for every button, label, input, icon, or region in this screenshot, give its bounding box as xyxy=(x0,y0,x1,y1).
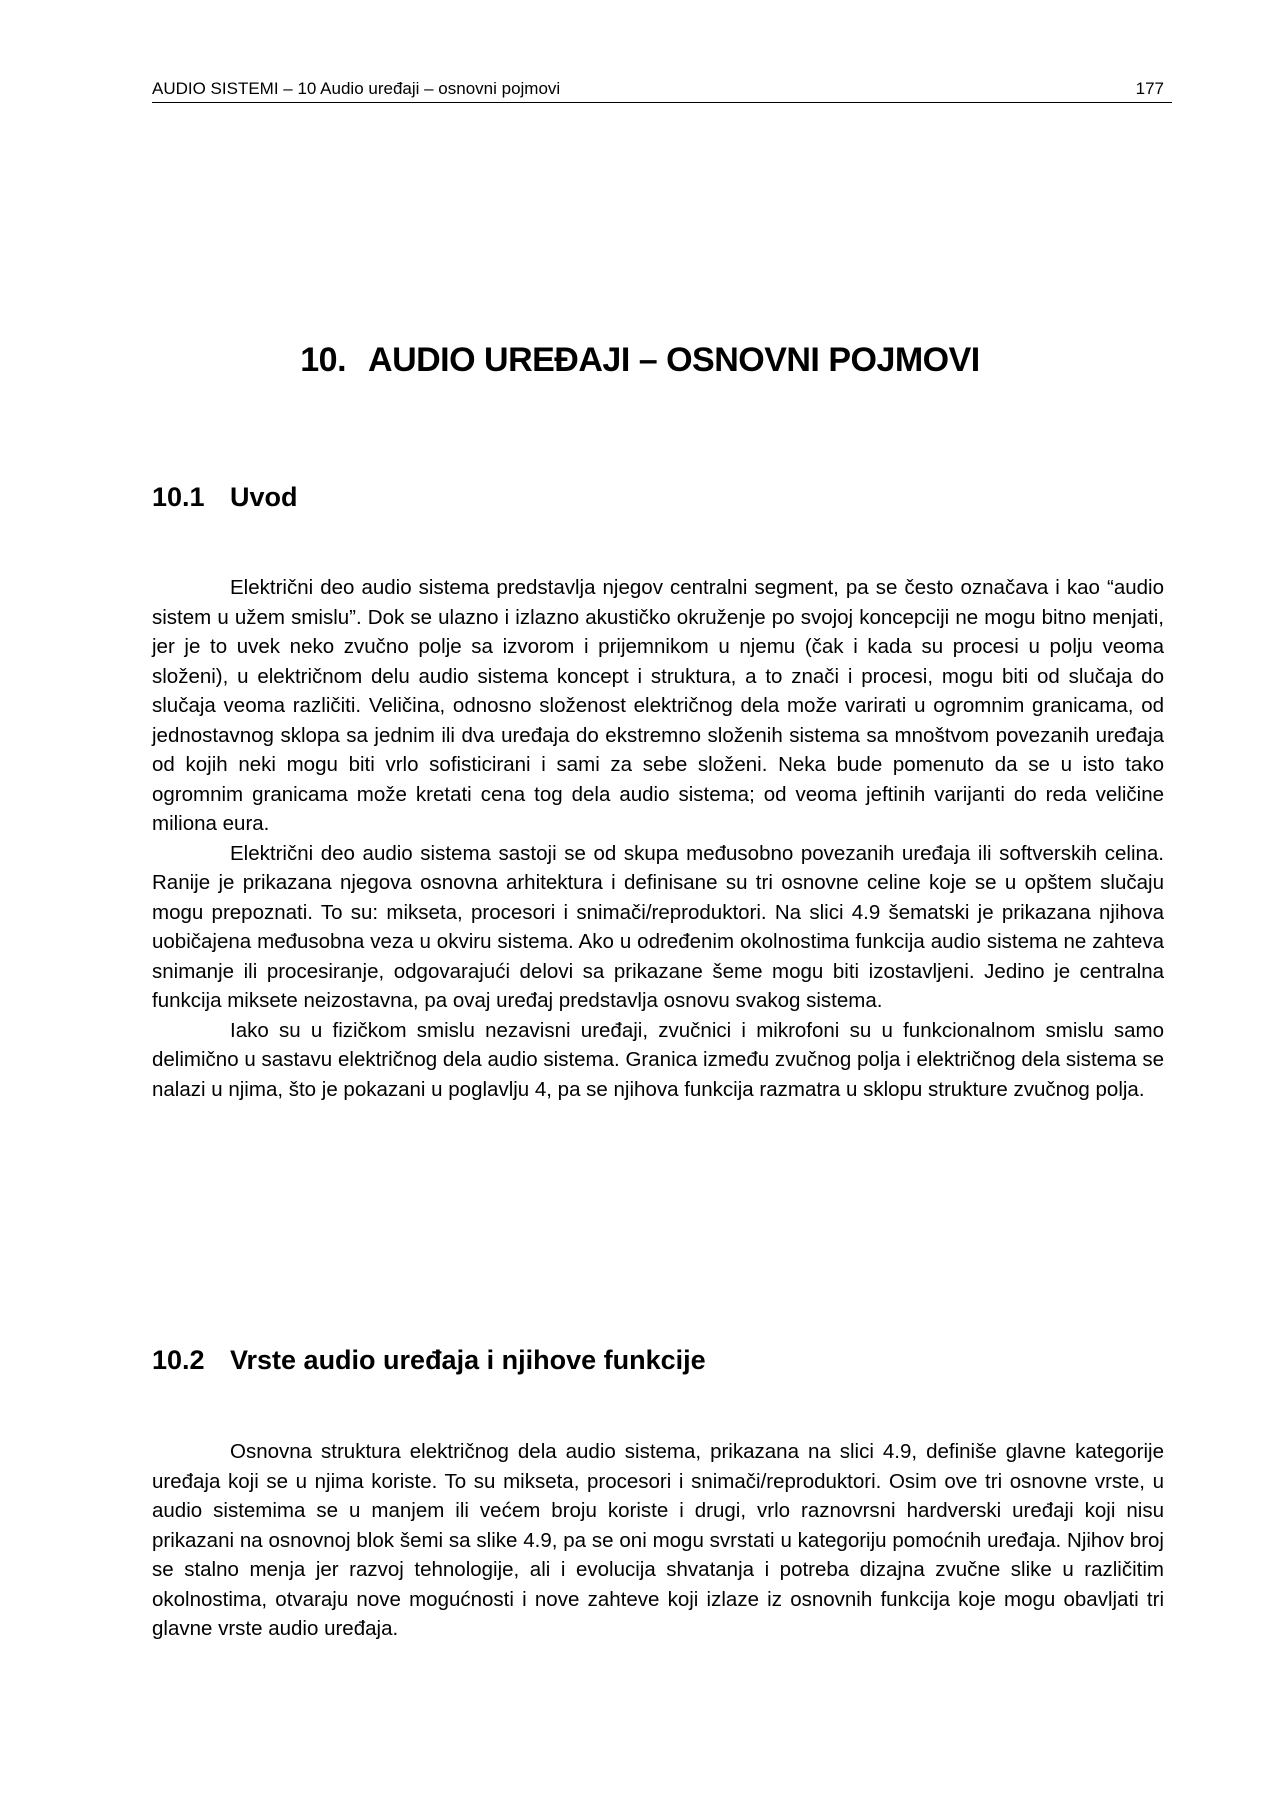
chapter-title-text: AUDIO UREĐAJI – OSNOVNI POJMOVI xyxy=(368,341,980,379)
body-paragraph: Električni deo audio sistema sastoji se od skupa međusobno povezanih uređaja ili softverskih celina. Ranije je prikazana njegova osnovna arhitektura i definisane su tri osnovne celine koje se u opštem slučaju mogu prepoznati. To su: mikseta, procesori i snimači/reproduktori. Na slici 4.9 šematski je prikazana njihova uobičajena međusobna veza u okviru sistema. Ako u određenim okolnostima funkcija audio sistema ne zahteva snimanje ili procesiranje, odgovarajući delovi sa prikazane šeme mogu biti izostavljeni. Jedino je centralna funkcija miksete neizostavna, pa ovaj uređaj predstavlja osnovu svakog sistema. xyxy=(152,841,1164,1012)
section-title: Vrste audio uređaja i njihove funkcije xyxy=(230,1345,706,1375)
section-title: Uvod xyxy=(230,482,298,512)
page-number: 177 xyxy=(1135,79,1164,98)
section-heading-device-types xyxy=(152,1343,706,1377)
body-paragraph: Osnovna struktura električnog dela audio sistema, prikazana na slici 4.9, definiše glavne kategorije uređaja koji se u njima koriste. To su mikseta, procesori i snimači/reproduktori. Osim ove tri osnovne vrste, u audio sistemima se u manjem ili većem broju koriste i drugi, vrlo raznovrsni hardverski uređaji koji nisu prikazani na osnovnoj blok šemi sa slike 4.9, pa se oni mogu svrstati u kategoriju pomoćnih uređaja. Njihov broj se stalno menja jer razvoj tehnologije, ali i evolucija shvatanja i potreba dizajna zvučne slike u različitim okolnostima, otvaraju nove mogućnosti i nove zahteve koji izlaze iz osnovnih funkcija koje mogu obavljati tri glavne vrste audio uređaja. xyxy=(152,1440,1164,1640)
section-body-intro xyxy=(152,573,1164,1104)
section-number: 10.2 xyxy=(152,1345,205,1375)
chapter-title xyxy=(0,338,1280,382)
body-paragraph: Električni deo audio sistema predstavlja njegov centralni segment, pa se često označava i kao “audio sistem u užem smislu”. Dok se ulazno i izlazno akustičko okruženje po svojoj koncepciji ne mogu bitno menjati, jer je to uvek neko zvučno polje sa izvorom i prijemnikom u njemu (čak i kada su procesi u polju veoma složeni), u električnom delu audio sistema koncept i struktura, a to znači i procesi, mogu biti od slučaja do slučaja veoma različiti. Veličina, odnosno složenost električnog dela može varirati u ogromnim granicama, od jednostavnog sklopa sa jednim ili dva uređaja do ekstremno složenih sistema sa mnoštvom povezanih uređaja od kojih neki mogu biti vrlo sofisticirani i sami za sebe složeni. Neka bude pomenuto da se u isto tako ogromnim granicama može kretati cena tog dela audio sistema; od veoma jeftinih varijanti do reda veličine miliona eura. xyxy=(152,576,1164,835)
running-header xyxy=(152,78,1172,103)
body-paragraph: Iako su u fizičkom smislu nezavisni uređaji, zvučnici i mikrofoni su u funkcionalnom smislu samo delimično u sastavu električnog dela audio sistema. Granica između zvučnog polja i električnog dela sistema se nalazi u njima, što je pokazani u poglavlju 4, pa se njihova funkcija razmatra u sklopu strukture zvučnog polja. xyxy=(152,1018,1164,1101)
running-header-title: AUDIO SISTEMI – 10 Audio uređaji – osnovni pojmovi xyxy=(152,79,561,98)
section-heading-intro xyxy=(152,480,298,514)
section-number: 10.1 xyxy=(152,482,205,512)
section-body-device-types xyxy=(152,1437,1164,1644)
chapter-number: 10. xyxy=(300,341,347,379)
